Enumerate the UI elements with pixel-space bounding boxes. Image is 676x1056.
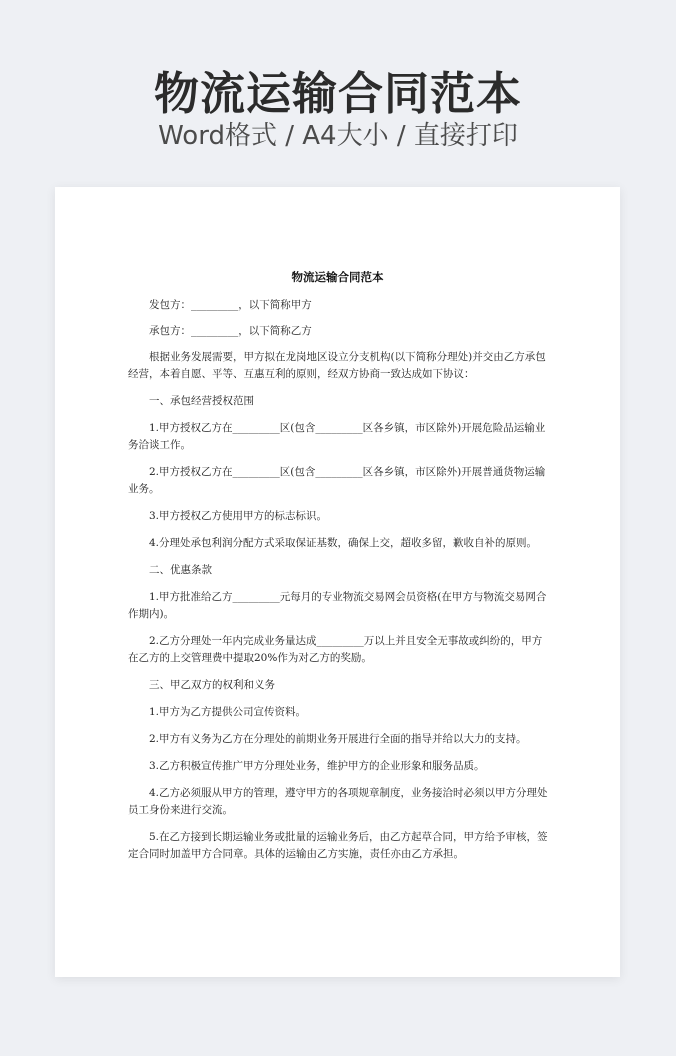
clause-paragraph: 2.甲方有义务为乙方在分理处的前期业务开展进行全面的指导并给以大力的支持。 (149, 733, 527, 745)
clause-paragraph: 1.甲方授权乙方在_________区(包含_________区各乡镇，市区除外)开展危险品运输业务洽谈工作。 (128, 422, 546, 451)
clause-paragraph: 2.乙方分理处一年内完成业务量达成_________万以上并且安全无事故或纠纷的，甲方在乙方的上交管理费中提取20%作为对乙方的奖励。 (128, 635, 543, 664)
clause-paragraph: 4.分理处承包利润分配方式采取保证基数，确保上交，超收多留，歉收自补的原则。 (149, 537, 538, 549)
document-page (55, 187, 620, 977)
clause-party-b: 承包方：_________，以下简称乙方 (149, 325, 312, 337)
clause-paragraph: 1.甲方为乙方提供公司宣传资料。 (149, 706, 307, 718)
document-body (128, 297, 548, 873)
section-heading: 三、甲乙双方的权利和义务 (149, 679, 275, 691)
clause-paragraph: 2.甲方授权乙方在_________区(包含_________区各乡镇，市区除外)开展普通货物运输业务。 (128, 466, 546, 495)
clause-paragraph: 5.在乙方接到长期运输业务或批量的运输业务后，由乙方起草合同，甲方给予审核，签定合同时加盖甲方合同章。具体的运输由乙方实施，责任亦由乙方承担。 (128, 831, 548, 860)
preamble-paragraph: 根据业务发展需要，甲方拟在龙岗地区设立分支机构(以下简称分理处)并交由乙方承包经营，本着自愿、平等、互惠互利的原则，经双方协商一致达成如下协议： (128, 351, 546, 380)
section-heading: 一、承包经营授权范围 (149, 395, 254, 407)
clause-paragraph: 3.甲方授权乙方使用甲方的标志标识。 (149, 510, 328, 522)
page-title: 物流运输合同范本 (153, 67, 522, 120)
clause-paragraph: 4.乙方必须服从甲方的管理，遵守甲方的各项规章制度，业务接洽时必须以甲方分理处员工身份来进行交流。 (128, 787, 548, 816)
clause-paragraph: 1.甲方批准给乙方_________元每月的专业物流交易网会员资格(在甲方与物流交易网合作期内)。 (128, 591, 547, 620)
clause-paragraph: 3.乙方积极宣传推广甲方分理处业务，维护甲方的企业形象和服务品质。 (149, 760, 485, 772)
clause-party-a: 发包方：_________，以下简称甲方 (149, 299, 312, 311)
document-title: 物流运输合同范本 (291, 270, 384, 284)
section-heading: 二、优惠条款 (149, 564, 212, 576)
page-subtitle: Word格式 / A4大小 / 直接打印 (158, 121, 518, 151)
